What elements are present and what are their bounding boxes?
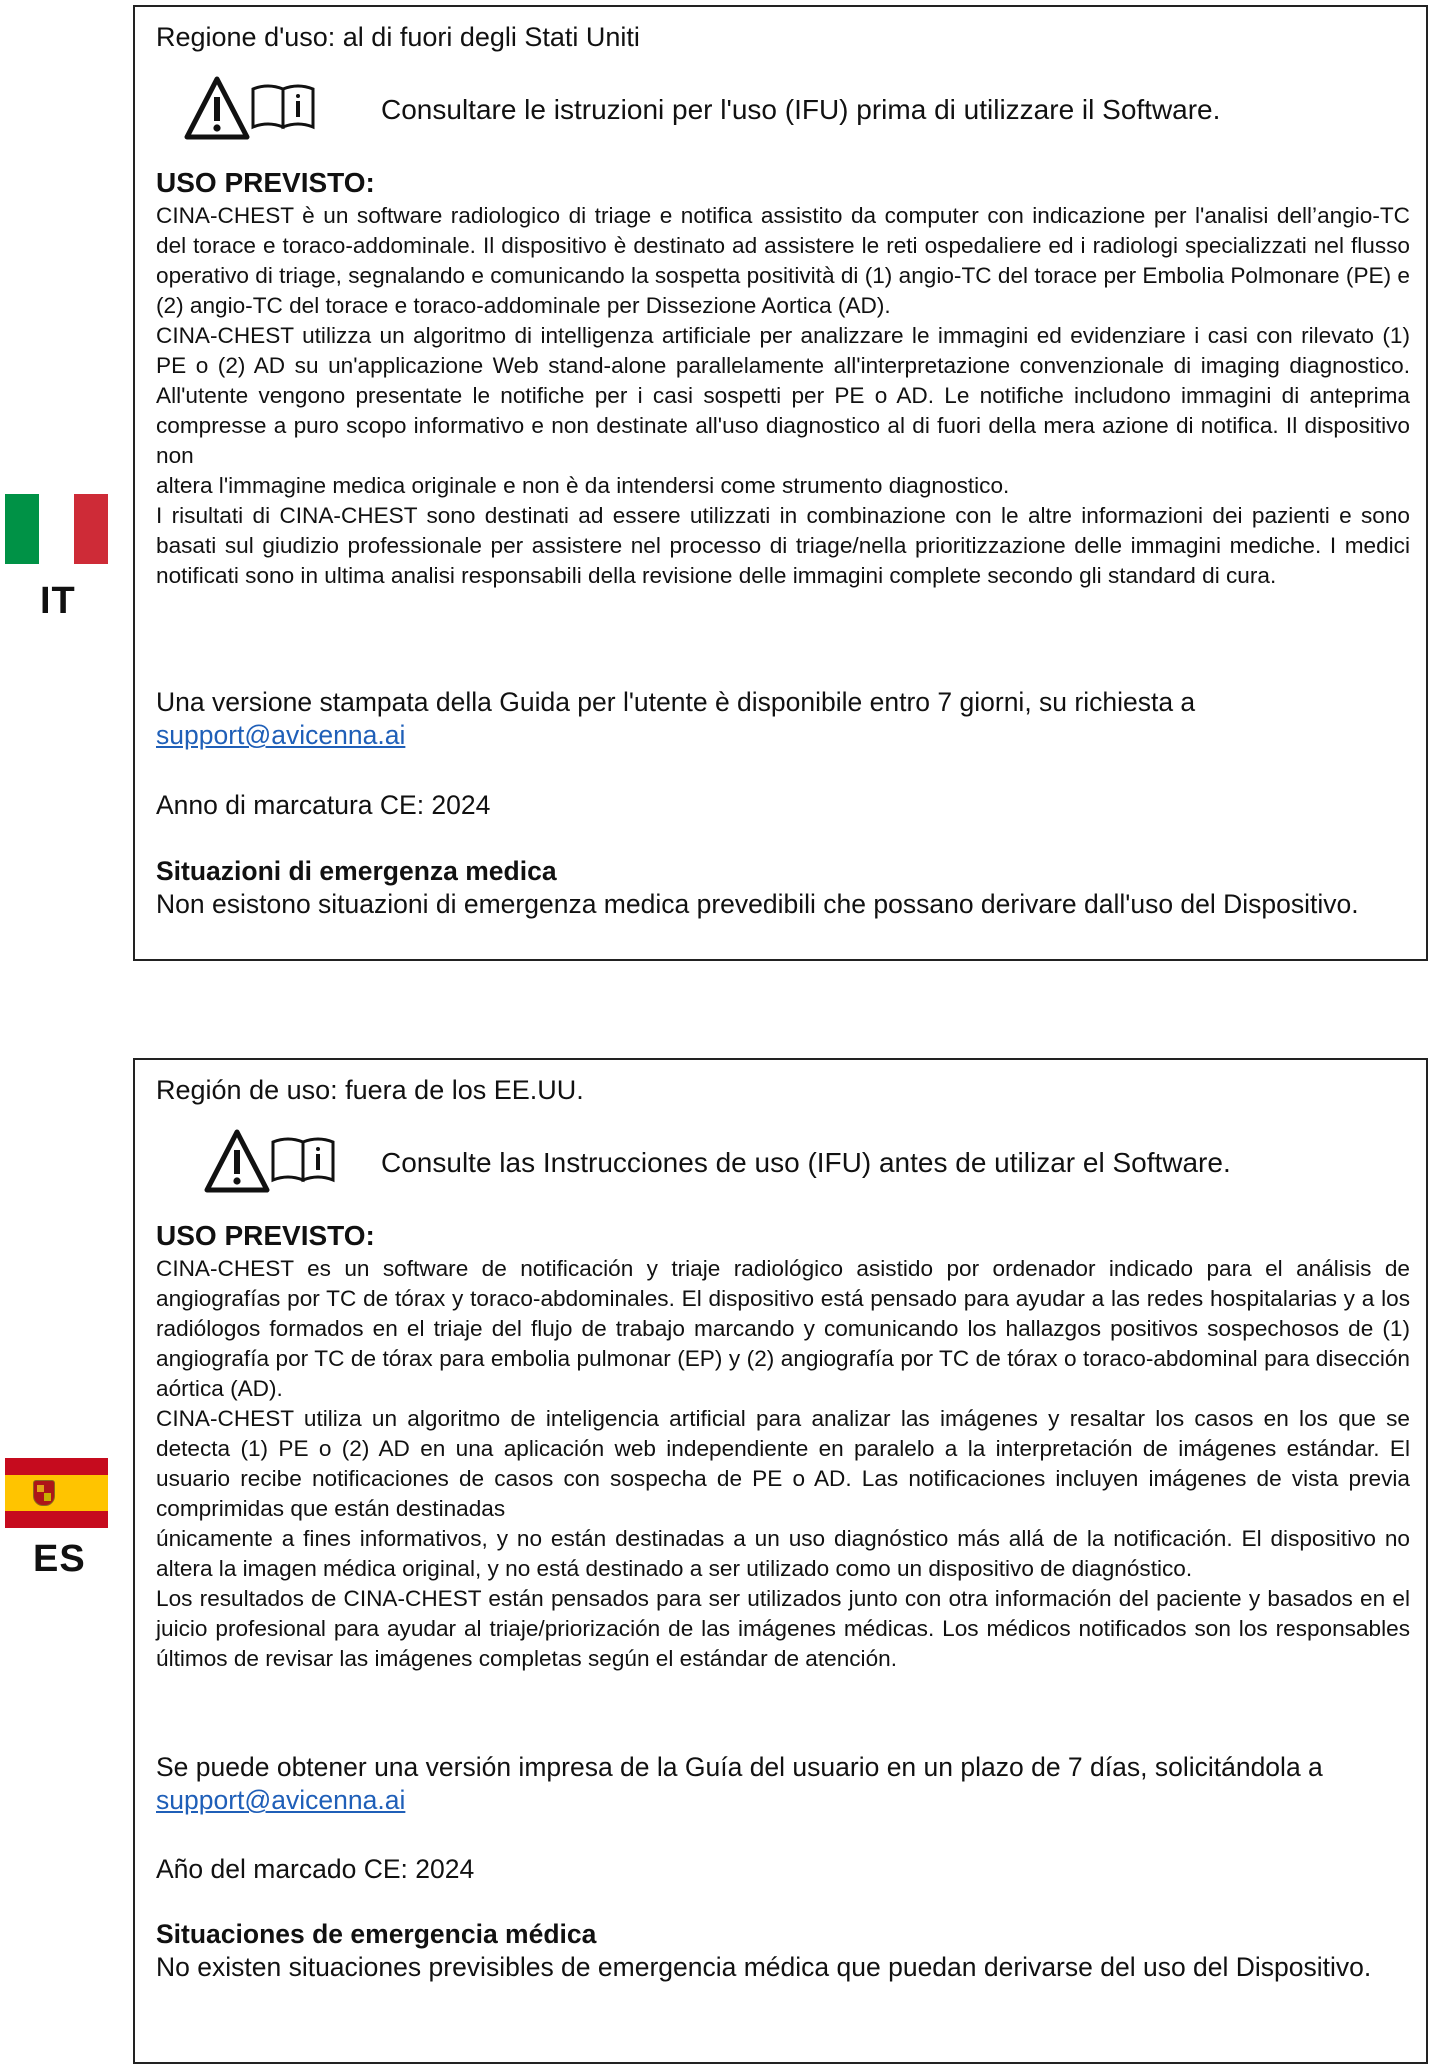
support-email-link[interactable]: support@avicenna.ai bbox=[156, 720, 406, 750]
lang-code-it: IT bbox=[40, 580, 76, 622]
intended-use-paragraph: CINA-CHEST utiliza un algoritmo de inteligencia artificial para analizar las imágenes y resaltar los casos en los que se detecta (1) PE o (2) AD en una aplicación web independiente en paralelo a la interpretación de imágenes estándar. El usuario recibe notificaciones de casos con sospecha de PE o AD. Las notificaciones incluyen imágenes de vista previa comprimidas que están destinadas bbox=[156, 1406, 1410, 1521]
emergency-block bbox=[156, 1918, 1410, 1984]
spanish-label-panel bbox=[133, 1058, 1428, 2064]
emergency-text: Non esistono situazioni di emergenza medica prevedibili che possano derivare dall'uso del Dispositivo. bbox=[156, 889, 1359, 919]
ifu-row bbox=[135, 75, 1426, 145]
region-of-use: Regione d'uso: al di fuori degli Stati Uniti bbox=[156, 22, 640, 52]
intended-use-heading: USO PREVISTO: bbox=[156, 167, 375, 198]
ifu-book-icon bbox=[273, 1139, 333, 1180]
ce-year bbox=[156, 788, 1410, 822]
italian-flag bbox=[5, 494, 108, 564]
printed-guide-block bbox=[156, 685, 1410, 752]
emergency-block bbox=[156, 855, 1410, 921]
warning-triangle-icon bbox=[187, 79, 247, 137]
ce-year-text: Año del marcado CE: 2024 bbox=[156, 1854, 475, 1884]
warning-ifu-icons bbox=[183, 75, 321, 145]
ifu-book-icon bbox=[253, 86, 313, 127]
printed-guide-text: Se puede obtener una versión impresa de la Guía del usuario en un plazo de 7 días, solicitándola a bbox=[156, 1752, 1323, 1782]
printed-guide-text: Una versione stampata della Guida per l'utente è disponibile entro 7 giorni, su richiesta a bbox=[156, 687, 1196, 717]
intended-use-paragraph: CINA-CHEST è un software radiologico di triage e notifica assistito da computer con indicazione per l'analisi dell’angio-TC del torace e toraco-addominale. Il dispositivo è destinato ad assistere le reti ospedaliere ed i radiologi specializzati nel flusso operativo di triage, segnalando e comunicando la sospetta positività di (1) angio-TC del torace per Embolia Polmonare (PE) e (2) angio-TC del torace e toraco-addominale per Dissezione Aortica (AD). bbox=[156, 203, 1410, 318]
coat-of-arms-icon bbox=[33, 1480, 55, 1506]
ifu-row bbox=[135, 1128, 1426, 1198]
intended-use-paragraph: CINA-CHEST utilizza un algoritmo di intelligenza artificiale per analizzare le immagini ed evidenziare i casi con rilevato (1) PE o (2) AD su un'applicazione Web stand-alone parallelamente all'interpretazione convenzionale di imaging diagnostico. All'utente vengono presentate le notifiche per i casi sospetti per PE o AD. Le notifiche includono immagini di anteprima compresse a puro scopo informativo e non destinate all'uso diagnostico al di fuori della mera azione di notifica. Il dispositivo non bbox=[156, 323, 1410, 468]
ifu-instruction: Consulte las Instrucciones de uso (IFU) antes de utilizar el Software. bbox=[381, 1147, 1231, 1178]
warning-ifu-icons bbox=[203, 1128, 341, 1198]
emergency-text: No existen situaciones previsibles de emergencia médica que puedan derivarse del uso del Dispositivo. bbox=[156, 1952, 1372, 1982]
printed-guide-block bbox=[156, 1750, 1410, 1817]
intended-use-paragraph: únicamente a fines informativos, y no están destinadas a un uso diagnóstico más allá de la notificación. El dispositivo no altera la imagen médica original, y no está destinado a ser utilizado como un dispositivo de diagnóstico. bbox=[156, 1526, 1410, 1581]
spanish-flag bbox=[5, 1458, 108, 1528]
ce-year-text: Anno di marcatura CE: 2024 bbox=[156, 790, 491, 820]
warning-triangle-icon bbox=[207, 1132, 267, 1190]
region-of-use: Región de uso: fuera de los EE.UU. bbox=[156, 1075, 584, 1105]
lang-code-es: ES bbox=[33, 1538, 86, 1580]
ce-year bbox=[156, 1852, 1410, 1886]
intended-use-heading: USO PREVISTO: bbox=[156, 1220, 375, 1251]
emergency-heading: Situaciones de emergencia médica bbox=[156, 1919, 597, 1949]
intended-use-section bbox=[156, 1220, 1410, 1674]
intended-use-paragraph: altera l'immagine medica originale e non è da intendersi come strumento diagnostico. bbox=[156, 473, 1010, 498]
intended-use-paragraph: I risultati di CINA-CHEST sono destinati ad essere utilizzati in combinazione con le altre informazioni dei pazienti e sono basati sul giudizio professionale per assistere nel processo di triage/nella prioritizzazione delle immagini mediche. I medici notificati sono in ultima analisi responsabili della revisione delle immagini complete secondo gli standard di cura. bbox=[156, 503, 1410, 588]
italian-label-panel bbox=[133, 5, 1428, 961]
intended-use-section bbox=[156, 167, 1410, 591]
ifu-instruction: Consultare le istruzioni per l'uso (IFU) prima di utilizzare il Software. bbox=[381, 94, 1221, 125]
support-email-link[interactable]: support@avicenna.ai bbox=[156, 1785, 406, 1815]
intended-use-paragraph: CINA-CHEST es un software de notificación y triaje radiológico asistido por ordenador indicado para el análisis de angiografías por TC de tórax y toraco-abdominales. El dispositivo está pensado para ayudar a las redes hospitalarias y a los radiólogos formados en el triaje del flujo de trabajo marcando y comunicando los hallazgos positivos sospechosos de (1) angiografía por TC de tórax para embolia pulmonar (EP) y (2) angiografía por TC de tórax o toraco-abdominal para disección aórtica (AD). bbox=[156, 1256, 1410, 1401]
intended-use-paragraph: Los resultados de CINA-CHEST están pensados para ser utilizados junto con otra información del paciente y basados en el juicio profesional para ayudar al triaje/priorización de las imágenes médicas. Los médicos notificados son los responsables últimos de revisar las imágenes completas según el estándar de atención. bbox=[156, 1586, 1410, 1671]
emergency-heading: Situazioni di emergenza medica bbox=[156, 856, 557, 886]
